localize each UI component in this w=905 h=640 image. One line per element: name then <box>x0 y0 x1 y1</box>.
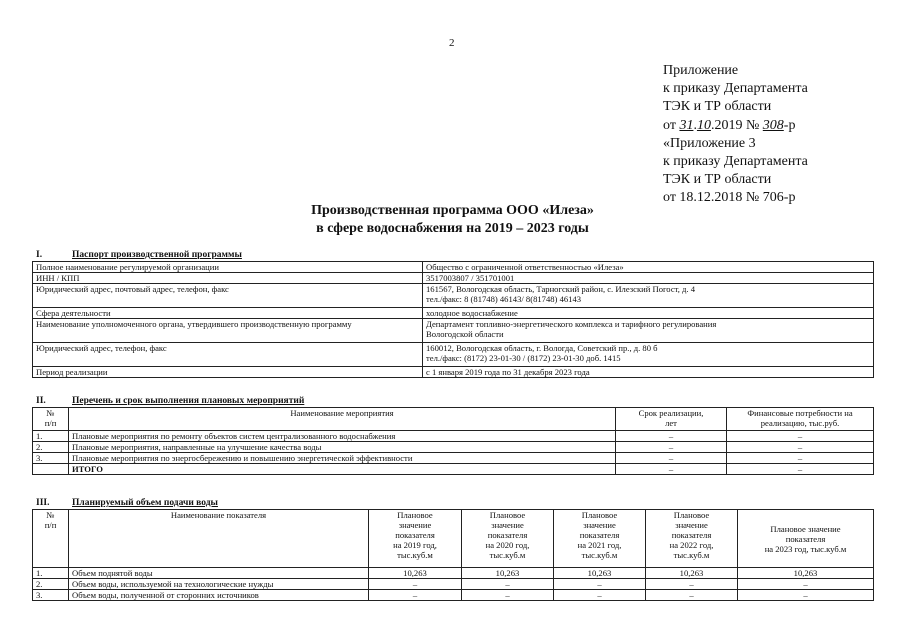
header-text: показателя <box>579 530 620 540</box>
header-text: тыс.куб.м <box>489 550 526 560</box>
cell-value: – <box>646 579 738 590</box>
section-number: III. <box>36 498 50 508</box>
document-title: Производственная программа ООО «Илеза» <box>311 203 594 218</box>
cell-finance: – <box>727 464 874 475</box>
appendix-line: от 18.12.2018 № 706-р <box>663 190 796 206</box>
cell-term: – <box>616 431 727 442</box>
header-text: тыс.куб.м <box>397 550 433 560</box>
header-2023 <box>738 510 874 568</box>
header-2022 <box>646 510 738 568</box>
handwritten-day: 31 <box>679 117 694 133</box>
header-text: показателя <box>785 533 826 544</box>
table-row <box>33 579 874 590</box>
row-label: Период реализации <box>33 367 423 378</box>
cell-value: – <box>369 590 462 601</box>
cell-num: 1. <box>33 568 69 579</box>
cell-num: 2. <box>33 442 69 453</box>
header-2019 <box>369 510 462 568</box>
row-value-cell <box>423 319 874 343</box>
row-label: Полное наименование регулируемой организации <box>33 262 423 273</box>
header-text: п/п <box>44 418 57 428</box>
header-text: значение <box>583 520 616 530</box>
cell-value: – <box>369 579 462 590</box>
header-finance <box>727 408 874 431</box>
date-sep: . <box>693 117 697 133</box>
appendix-line: ТЭК и ТР области <box>663 172 772 188</box>
document-subtitle: в сфере водоснабжения на 2019 – 2023 годы <box>316 221 589 236</box>
section-title: Планируемый объем подачи воды <box>72 498 218 508</box>
cell-name: Плановые мероприятия по ремонту объектов систем централизованного водоснабжения <box>69 431 616 442</box>
cell-term: – <box>616 453 727 464</box>
row-value-cell <box>423 284 874 308</box>
header-text: реализацию, тыс.руб. <box>760 418 840 428</box>
cell-value: – <box>738 590 874 601</box>
table-row <box>33 442 874 453</box>
appendix-block <box>663 62 898 208</box>
row-value-line2: Вологодской области <box>426 329 504 339</box>
header-text: на 2020 год, <box>485 540 530 550</box>
table-row <box>33 262 874 273</box>
row-value: холодное водоснабжение <box>423 308 874 319</box>
section-title: Перечень и срок выполнения плановых мероприятий <box>72 396 305 406</box>
appendix-line: ТЭК и ТР области <box>663 99 772 115</box>
cell-num <box>33 464 69 475</box>
table-row <box>33 319 874 343</box>
table-row <box>33 431 874 442</box>
cell-num: 3. <box>33 590 69 601</box>
table-header-row <box>33 408 874 431</box>
header-text: показателя <box>395 530 435 540</box>
cell-value: 10,263 <box>738 568 874 579</box>
row-value: Департамент топливно-энергетического комплекса и тарифного регулирования <box>426 319 717 329</box>
measures-table <box>32 407 874 475</box>
header-text: Плановое <box>397 510 433 520</box>
header-2020 <box>462 510 554 568</box>
header-text: значение <box>675 520 708 530</box>
header-text: на 2021 год, <box>577 540 622 550</box>
table-row <box>33 308 874 319</box>
table-row <box>33 367 874 378</box>
date-suffix: -р <box>783 117 796 133</box>
cell-value: – <box>738 579 874 590</box>
row-value: 161567, Вологодская область, Тарногский район, с. Илезский Погост, д. 4 <box>426 284 696 294</box>
appendix-line: «Приложение 3 <box>663 135 756 151</box>
cell-term: – <box>616 464 727 475</box>
cell-value: – <box>554 579 646 590</box>
table-row <box>33 568 874 579</box>
cell-value: – <box>462 579 554 590</box>
cell-name: Объем воды, полученной от сторонних источников <box>69 590 369 601</box>
cell-value: 10,263 <box>646 568 738 579</box>
row-value: Общество с ограниченной ответственностью «Илеза» <box>423 262 874 273</box>
cell-value: – <box>554 590 646 601</box>
header-text: № <box>46 510 55 520</box>
cell-value: – <box>646 590 738 601</box>
section-title: Паспорт производственной программы <box>72 250 242 260</box>
date-prefix: от <box>663 117 680 133</box>
header-text: лет <box>665 418 677 428</box>
header-num <box>33 510 69 568</box>
header-name: Наименование показателя <box>69 510 369 568</box>
water-volume-table <box>32 509 874 601</box>
appendix-line: к приказу Департамента <box>663 154 808 170</box>
table-row <box>33 343 874 367</box>
header-text: тыс.куб.м <box>581 550 618 560</box>
table-total-row <box>33 464 874 475</box>
header-text: № <box>46 408 55 418</box>
row-value: с 1 января 2019 года по 31 декабря 2023 года <box>423 367 874 378</box>
cell-term: – <box>616 442 727 453</box>
cell-name: Объем воды, используемой на технологические нужды <box>69 579 369 590</box>
table-row <box>33 284 874 308</box>
header-text: показателя <box>487 530 528 540</box>
header-text: значение <box>398 520 432 530</box>
cell-total-label: ИТОГО <box>69 464 616 475</box>
header-text: Срок реализации, <box>638 408 704 418</box>
passport-table <box>32 261 874 378</box>
table-row <box>33 273 874 284</box>
row-value: 160012, Вологодская область, г. Вологда, Советский пр., д. 80 б <box>426 343 658 353</box>
section-2-heading <box>36 396 304 406</box>
header-text: п/п <box>44 520 57 530</box>
cell-finance: – <box>727 431 874 442</box>
header-2021 <box>554 510 646 568</box>
appendix-line: Приложение <box>663 63 739 78</box>
handwritten-order-number: 308 <box>762 117 784 133</box>
row-value-line2: тел./факс: (8172) 23-01-30 / (8172) 23-01-30 доб. 1415 <box>426 353 621 363</box>
row-value-cell <box>423 343 874 367</box>
row-value-line2: тел./факс: 8 (81748) 46143/ 8(81748) 46143 <box>426 294 582 304</box>
appendix-line: к приказу Департамента <box>663 81 808 97</box>
section-3-heading <box>36 498 218 508</box>
header-text: на 2022 год, <box>669 540 714 550</box>
cell-num: 1. <box>33 431 69 442</box>
row-label: Юридический адрес, телефон, факс <box>33 343 423 367</box>
date-mid: .2019 № <box>710 117 763 133</box>
cell-name: Объем поднятой воды <box>69 568 369 579</box>
table-header-row <box>33 510 874 568</box>
table-row <box>33 590 874 601</box>
header-num <box>33 408 69 431</box>
cell-name: Плановые мероприятия, направленные на улучшение качества воды <box>69 442 616 453</box>
header-text: Плановое <box>581 510 618 520</box>
cell-num: 2. <box>33 579 69 590</box>
appendix-date-line <box>663 117 898 135</box>
header-text: на 2019 год, <box>393 540 437 550</box>
handwritten-month: 10 <box>696 117 711 133</box>
header-text: Плановое <box>673 510 710 520</box>
section-number: I. <box>36 250 43 260</box>
header-text: на 2023 год, тыс.куб.м <box>764 543 847 554</box>
header-name: Наименование мероприятия <box>69 408 616 431</box>
header-text: показателя <box>671 530 712 540</box>
cell-value: 10,263 <box>554 568 646 579</box>
page-number: 2 <box>449 37 455 49</box>
cell-value: 10,263 <box>462 568 554 579</box>
section-number: II. <box>36 396 46 406</box>
row-label: Сфера деятельности <box>33 308 423 319</box>
row-label: Наименование уполномоченного органа, утвердившего производственную программу <box>33 319 423 343</box>
header-term <box>616 408 727 431</box>
header-text: тыс.куб.м <box>673 550 710 560</box>
row-value: 3517003807 / 351701001 <box>423 273 874 284</box>
header-text: Финансовые потребности на <box>747 408 853 418</box>
cell-name: Плановые мероприятия по энергосбережению и повышению энергетической эффективности <box>69 453 616 464</box>
cell-finance: – <box>727 453 874 464</box>
row-label: ИНН / КПП <box>33 273 423 284</box>
cell-value: – <box>462 590 554 601</box>
section-1-heading <box>36 250 242 260</box>
cell-finance: – <box>727 442 874 453</box>
row-label: Юридический адрес, почтовый адрес, телефон, факс <box>33 284 423 308</box>
cell-num: 3. <box>33 453 69 464</box>
cell-value: 10,263 <box>369 568 462 579</box>
table-row <box>33 453 874 464</box>
header-text: Плановое <box>489 510 526 520</box>
header-text: значение <box>491 520 524 530</box>
header-text: Плановое значение <box>770 523 841 534</box>
